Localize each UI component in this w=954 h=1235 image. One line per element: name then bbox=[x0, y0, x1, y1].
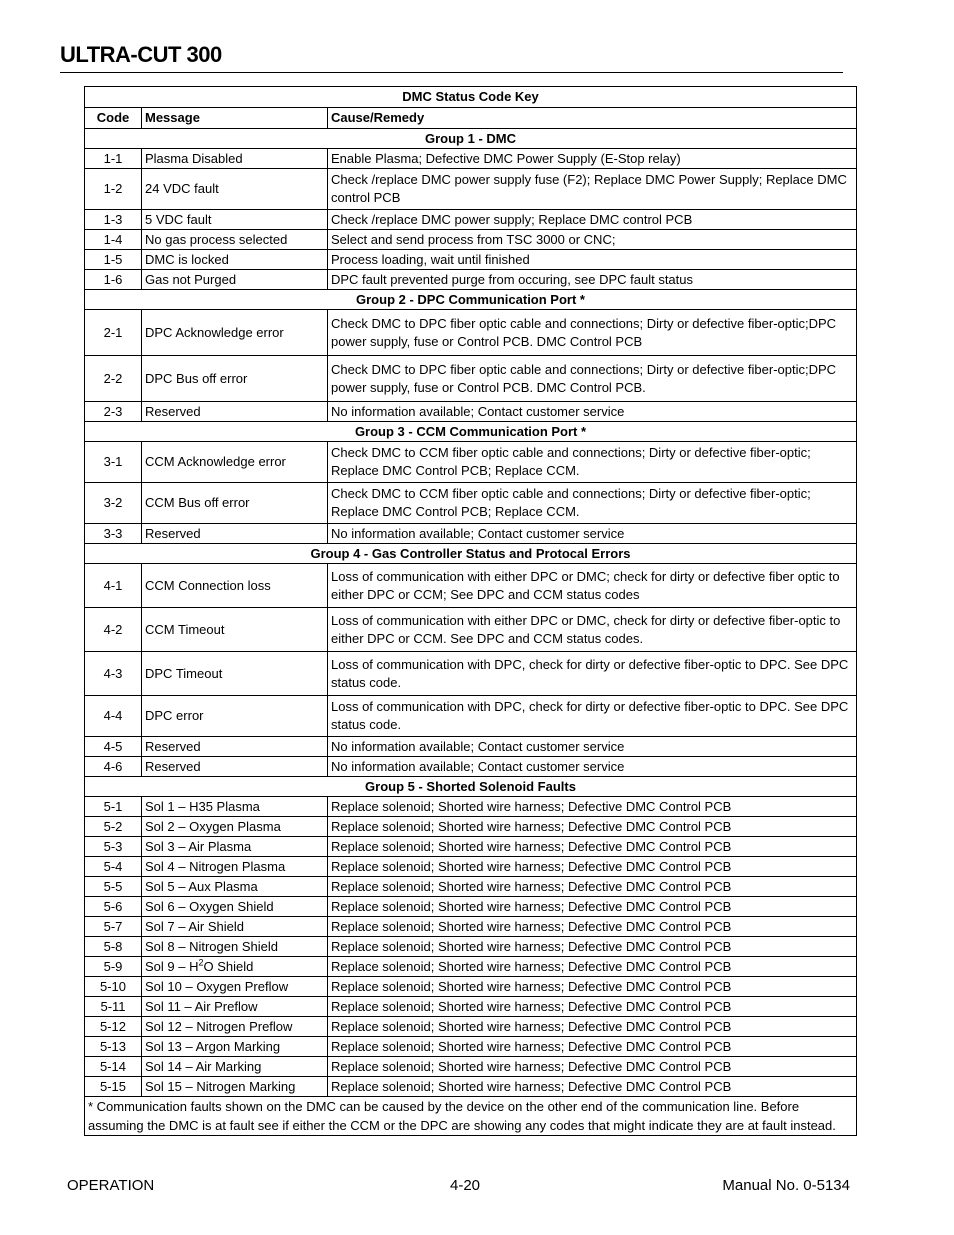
row-message: CCM Acknowledge error bbox=[142, 442, 328, 483]
row-message: No gas process selected bbox=[142, 230, 328, 250]
row-cause-remedy: Check /replace DMC power supply fuse (F2); Replace DMC Power Supply; Replace DMC control PCB bbox=[328, 169, 857, 210]
row-message-text: Sol 9 – H bbox=[145, 958, 199, 974]
row-cause-remedy: Check DMC to CCM fiber optic cable and connections; Dirty or defective fiber-optic; Replace DMC Control PCB; Replace CCM. bbox=[328, 442, 857, 483]
row-code: 5-11 bbox=[85, 997, 142, 1017]
row-cause-remedy: Replace solenoid; Shorted wire harness; Defective DMC Control PCB bbox=[328, 897, 857, 917]
row-message: DMC is locked bbox=[142, 250, 328, 270]
row-code: 5-2 bbox=[85, 817, 142, 837]
row-code: 1-5 bbox=[85, 250, 142, 270]
row-message: Sol 8 – Nitrogen Shield bbox=[142, 937, 328, 957]
row-message: Reserved bbox=[142, 757, 328, 777]
table-row bbox=[85, 564, 857, 608]
row-cause-remedy: Loss of communication with DPC, check for dirty or defective fiber-optic to DPC. See DPC status code. bbox=[328, 652, 857, 696]
row-message: Sol 1 – H35 Plasma bbox=[142, 797, 328, 817]
row-message: Sol 3 – Air Plasma bbox=[142, 837, 328, 857]
table-row bbox=[85, 356, 857, 402]
row-cause-remedy: No information available; Contact customer service bbox=[328, 757, 857, 777]
table-row bbox=[85, 524, 857, 544]
row-cause-remedy: Replace solenoid; Shorted wire harness; Defective DMC Control PCB bbox=[328, 877, 857, 897]
table-row bbox=[85, 977, 857, 997]
group-header: Group 1 - DMC bbox=[85, 129, 857, 149]
row-code: 4-3 bbox=[85, 652, 142, 696]
row-message: Sol 15 – Nitrogen Marking bbox=[142, 1077, 328, 1097]
row-cause-remedy: Check DMC to DPC fiber optic cable and connections; Dirty or defective fiber-optic;DPC power supply, fuse or Control PCB. DMC Control PCB bbox=[328, 310, 857, 356]
row-code: 4-1 bbox=[85, 564, 142, 608]
row-message: Sol 5 – Aux Plasma bbox=[142, 877, 328, 897]
table-row bbox=[85, 608, 857, 652]
table-row bbox=[85, 817, 857, 837]
row-code: 3-1 bbox=[85, 442, 142, 483]
row-cause-remedy: Check DMC to DPC fiber optic cable and connections; Dirty or defective fiber-optic;DPC power supply, fuse or Control PCB. DMC Control PCB. bbox=[328, 356, 857, 402]
row-code: 2-3 bbox=[85, 402, 142, 422]
row-code: 4-4 bbox=[85, 696, 142, 737]
row-message: Sol 13 – Argon Marking bbox=[142, 1037, 328, 1057]
row-message: DPC Acknowledge error bbox=[142, 310, 328, 356]
row-message: Sol 10 – Oxygen Preflow bbox=[142, 977, 328, 997]
row-cause-remedy: Check DMC to CCM fiber optic cable and connections; Dirty or defective fiber-optic; Replace DMC Control PCB; Replace CCM. bbox=[328, 483, 857, 524]
row-cause-remedy: No information available; Contact customer service bbox=[328, 524, 857, 544]
row-cause-remedy: Replace solenoid; Shorted wire harness; Defective DMC Control PCB bbox=[328, 1017, 857, 1037]
row-message: Sol 4 – Nitrogen Plasma bbox=[142, 857, 328, 877]
table-row bbox=[85, 1037, 857, 1057]
table-row bbox=[85, 857, 857, 877]
table-row bbox=[85, 997, 857, 1017]
row-cause-remedy: No information available; Contact customer service bbox=[328, 402, 857, 422]
row-message: Sol 2 – Oxygen Plasma bbox=[142, 817, 328, 837]
table-row bbox=[85, 483, 857, 524]
row-cause-remedy: Process loading, wait until finished bbox=[328, 250, 857, 270]
row-message-superscript: 2 bbox=[198, 957, 204, 968]
row-message: Sol 7 – Air Shield bbox=[142, 917, 328, 937]
table-row bbox=[85, 1057, 857, 1077]
row-message: 24 VDC fault bbox=[142, 169, 328, 210]
row-code: 5-9 bbox=[85, 957, 142, 977]
row-message: Plasma Disabled bbox=[142, 149, 328, 169]
row-cause-remedy: Loss of communication with either DPC or DMC, check for dirty or defective fiber-optic to either DPC or CCM. See DPC and CCM status codes. bbox=[328, 608, 857, 652]
row-cause-remedy: Replace solenoid; Shorted wire harness; Defective DMC Control PCB bbox=[328, 957, 857, 977]
table-row bbox=[85, 1077, 857, 1097]
row-cause-remedy: Replace solenoid; Shorted wire harness; Defective DMC Control PCB bbox=[328, 997, 857, 1017]
footer-manual-number: Manual No. 0-5134 bbox=[722, 1177, 850, 1194]
row-code: 1-1 bbox=[85, 149, 142, 169]
group-header: Group 3 - CCM Communication Port * bbox=[85, 422, 857, 442]
row-message bbox=[142, 957, 328, 977]
table-row bbox=[85, 270, 857, 290]
row-code: 4-6 bbox=[85, 757, 142, 777]
table-row bbox=[85, 310, 857, 356]
row-code: 5-14 bbox=[85, 1057, 142, 1077]
row-message-tail: O Shield bbox=[203, 958, 254, 974]
table-title: DMC Status Code Key bbox=[85, 87, 857, 108]
table-row bbox=[85, 937, 857, 957]
table-row bbox=[85, 149, 857, 169]
column-header-code: Code bbox=[85, 108, 142, 129]
column-header-cause: Cause/Remedy bbox=[328, 108, 857, 129]
table-row bbox=[85, 897, 857, 917]
row-cause-remedy: Replace solenoid; Shorted wire harness; Defective DMC Control PCB bbox=[328, 1077, 857, 1097]
table-row bbox=[85, 250, 857, 270]
footnote: * Communication faults shown on the DMC can be caused by the device on the other end of the communication line. Before assuming the DMC is at fault see if either the CCM or the DPC are showing any codes that might indicate they are at fault instead. bbox=[85, 1097, 857, 1136]
row-code: 5-4 bbox=[85, 857, 142, 877]
table-row bbox=[85, 652, 857, 696]
table-row bbox=[85, 837, 857, 857]
row-message: Reserved bbox=[142, 737, 328, 757]
table-row bbox=[85, 169, 857, 210]
table-row bbox=[85, 917, 857, 937]
row-code: 1-6 bbox=[85, 270, 142, 290]
group-header: Group 2 - DPC Communication Port * bbox=[85, 290, 857, 310]
row-cause-remedy: Replace solenoid; Shorted wire harness; Defective DMC Control PCB bbox=[328, 1037, 857, 1057]
header-rule bbox=[60, 72, 843, 73]
row-code: 5-6 bbox=[85, 897, 142, 917]
row-message: CCM Timeout bbox=[142, 608, 328, 652]
group-header: Group 4 - Gas Controller Status and Protocal Errors bbox=[85, 544, 857, 564]
row-code: 1-3 bbox=[85, 210, 142, 230]
row-message: DPC Timeout bbox=[142, 652, 328, 696]
status-code-table bbox=[84, 86, 857, 1136]
row-cause-remedy: Loss of communication with either DPC or DMC; check for dirty or defective fiber optic to either DPC or CCM; See DPC and CCM status codes bbox=[328, 564, 857, 608]
row-cause-remedy: DPC fault prevented purge from occuring, see DPC fault status bbox=[328, 270, 857, 290]
row-message: Sol 12 – Nitrogen Preflow bbox=[142, 1017, 328, 1037]
row-message: Sol 11 – Air Preflow bbox=[142, 997, 328, 1017]
row-cause-remedy: Replace solenoid; Shorted wire harness; Defective DMC Control PCB bbox=[328, 1057, 857, 1077]
row-code: 2-1 bbox=[85, 310, 142, 356]
row-code: 5-10 bbox=[85, 977, 142, 997]
row-message: CCM Bus off error bbox=[142, 483, 328, 524]
row-cause-remedy: Replace solenoid; Shorted wire harness; Defective DMC Control PCB bbox=[328, 917, 857, 937]
row-code: 5-5 bbox=[85, 877, 142, 897]
column-header-message: Message bbox=[142, 108, 328, 129]
table-row bbox=[85, 797, 857, 817]
row-code: 5-12 bbox=[85, 1017, 142, 1037]
row-cause-remedy: Replace solenoid; Shorted wire harness; Defective DMC Control PCB bbox=[328, 797, 857, 817]
row-code: 3-2 bbox=[85, 483, 142, 524]
row-message: Reserved bbox=[142, 402, 328, 422]
row-cause-remedy: Check /replace DMC power supply; Replace DMC control PCB bbox=[328, 210, 857, 230]
footer-section: OPERATION bbox=[67, 1177, 155, 1194]
row-cause-remedy: Replace solenoid; Shorted wire harness; Defective DMC Control PCB bbox=[328, 977, 857, 997]
row-cause-remedy: Loss of communication with DPC, check for dirty or defective fiber-optic to DPC. See DPC status code. bbox=[328, 696, 857, 737]
table-row bbox=[85, 442, 857, 483]
row-code: 2-2 bbox=[85, 356, 142, 402]
row-message: Reserved bbox=[142, 524, 328, 544]
row-cause-remedy: Select and send process from TSC 3000 or CNC; bbox=[328, 230, 857, 250]
table-row bbox=[85, 737, 857, 757]
table-row bbox=[85, 1017, 857, 1037]
table-row bbox=[85, 210, 857, 230]
row-message: DPC Bus off error bbox=[142, 356, 328, 402]
row-cause-remedy: Replace solenoid; Shorted wire harness; Defective DMC Control PCB bbox=[328, 857, 857, 877]
row-code: 3-3 bbox=[85, 524, 142, 544]
footer-page-number: 4-20 bbox=[450, 1177, 481, 1194]
row-code: 5-3 bbox=[85, 837, 142, 857]
row-message: Sol 14 – Air Marking bbox=[142, 1057, 328, 1077]
table-row bbox=[85, 757, 857, 777]
row-code: 5-13 bbox=[85, 1037, 142, 1057]
manual-title: ULTRA-CUT 300 bbox=[60, 42, 222, 67]
row-message: CCM Connection loss bbox=[142, 564, 328, 608]
row-message: 5 VDC fault bbox=[142, 210, 328, 230]
row-code: 4-2 bbox=[85, 608, 142, 652]
table-row bbox=[85, 877, 857, 897]
group-header: Group 5 - Shorted Solenoid Faults bbox=[85, 777, 857, 797]
table-row bbox=[85, 957, 857, 977]
row-message: Sol 6 – Oxygen Shield bbox=[142, 897, 328, 917]
table-row bbox=[85, 230, 857, 250]
row-message: DPC error bbox=[142, 696, 328, 737]
table-row bbox=[85, 402, 857, 422]
row-code: 1-2 bbox=[85, 169, 142, 210]
row-cause-remedy: No information available; Contact customer service bbox=[328, 737, 857, 757]
table-body bbox=[85, 129, 857, 1097]
row-cause-remedy: Replace solenoid; Shorted wire harness; Defective DMC Control PCB bbox=[328, 817, 857, 837]
row-code: 5-8 bbox=[85, 937, 142, 957]
row-code: 5-15 bbox=[85, 1077, 142, 1097]
row-code: 5-7 bbox=[85, 917, 142, 937]
row-cause-remedy: Replace solenoid; Shorted wire harness; Defective DMC Control PCB bbox=[328, 837, 857, 857]
row-code: 5-1 bbox=[85, 797, 142, 817]
row-code: 1-4 bbox=[85, 230, 142, 250]
table-row bbox=[85, 696, 857, 737]
row-cause-remedy: Replace solenoid; Shorted wire harness; Defective DMC Control PCB bbox=[328, 937, 857, 957]
row-code: 4-5 bbox=[85, 737, 142, 757]
row-cause-remedy: Enable Plasma; Defective DMC Power Supply (E-Stop relay) bbox=[328, 149, 857, 169]
row-message: Gas not Purged bbox=[142, 270, 328, 290]
